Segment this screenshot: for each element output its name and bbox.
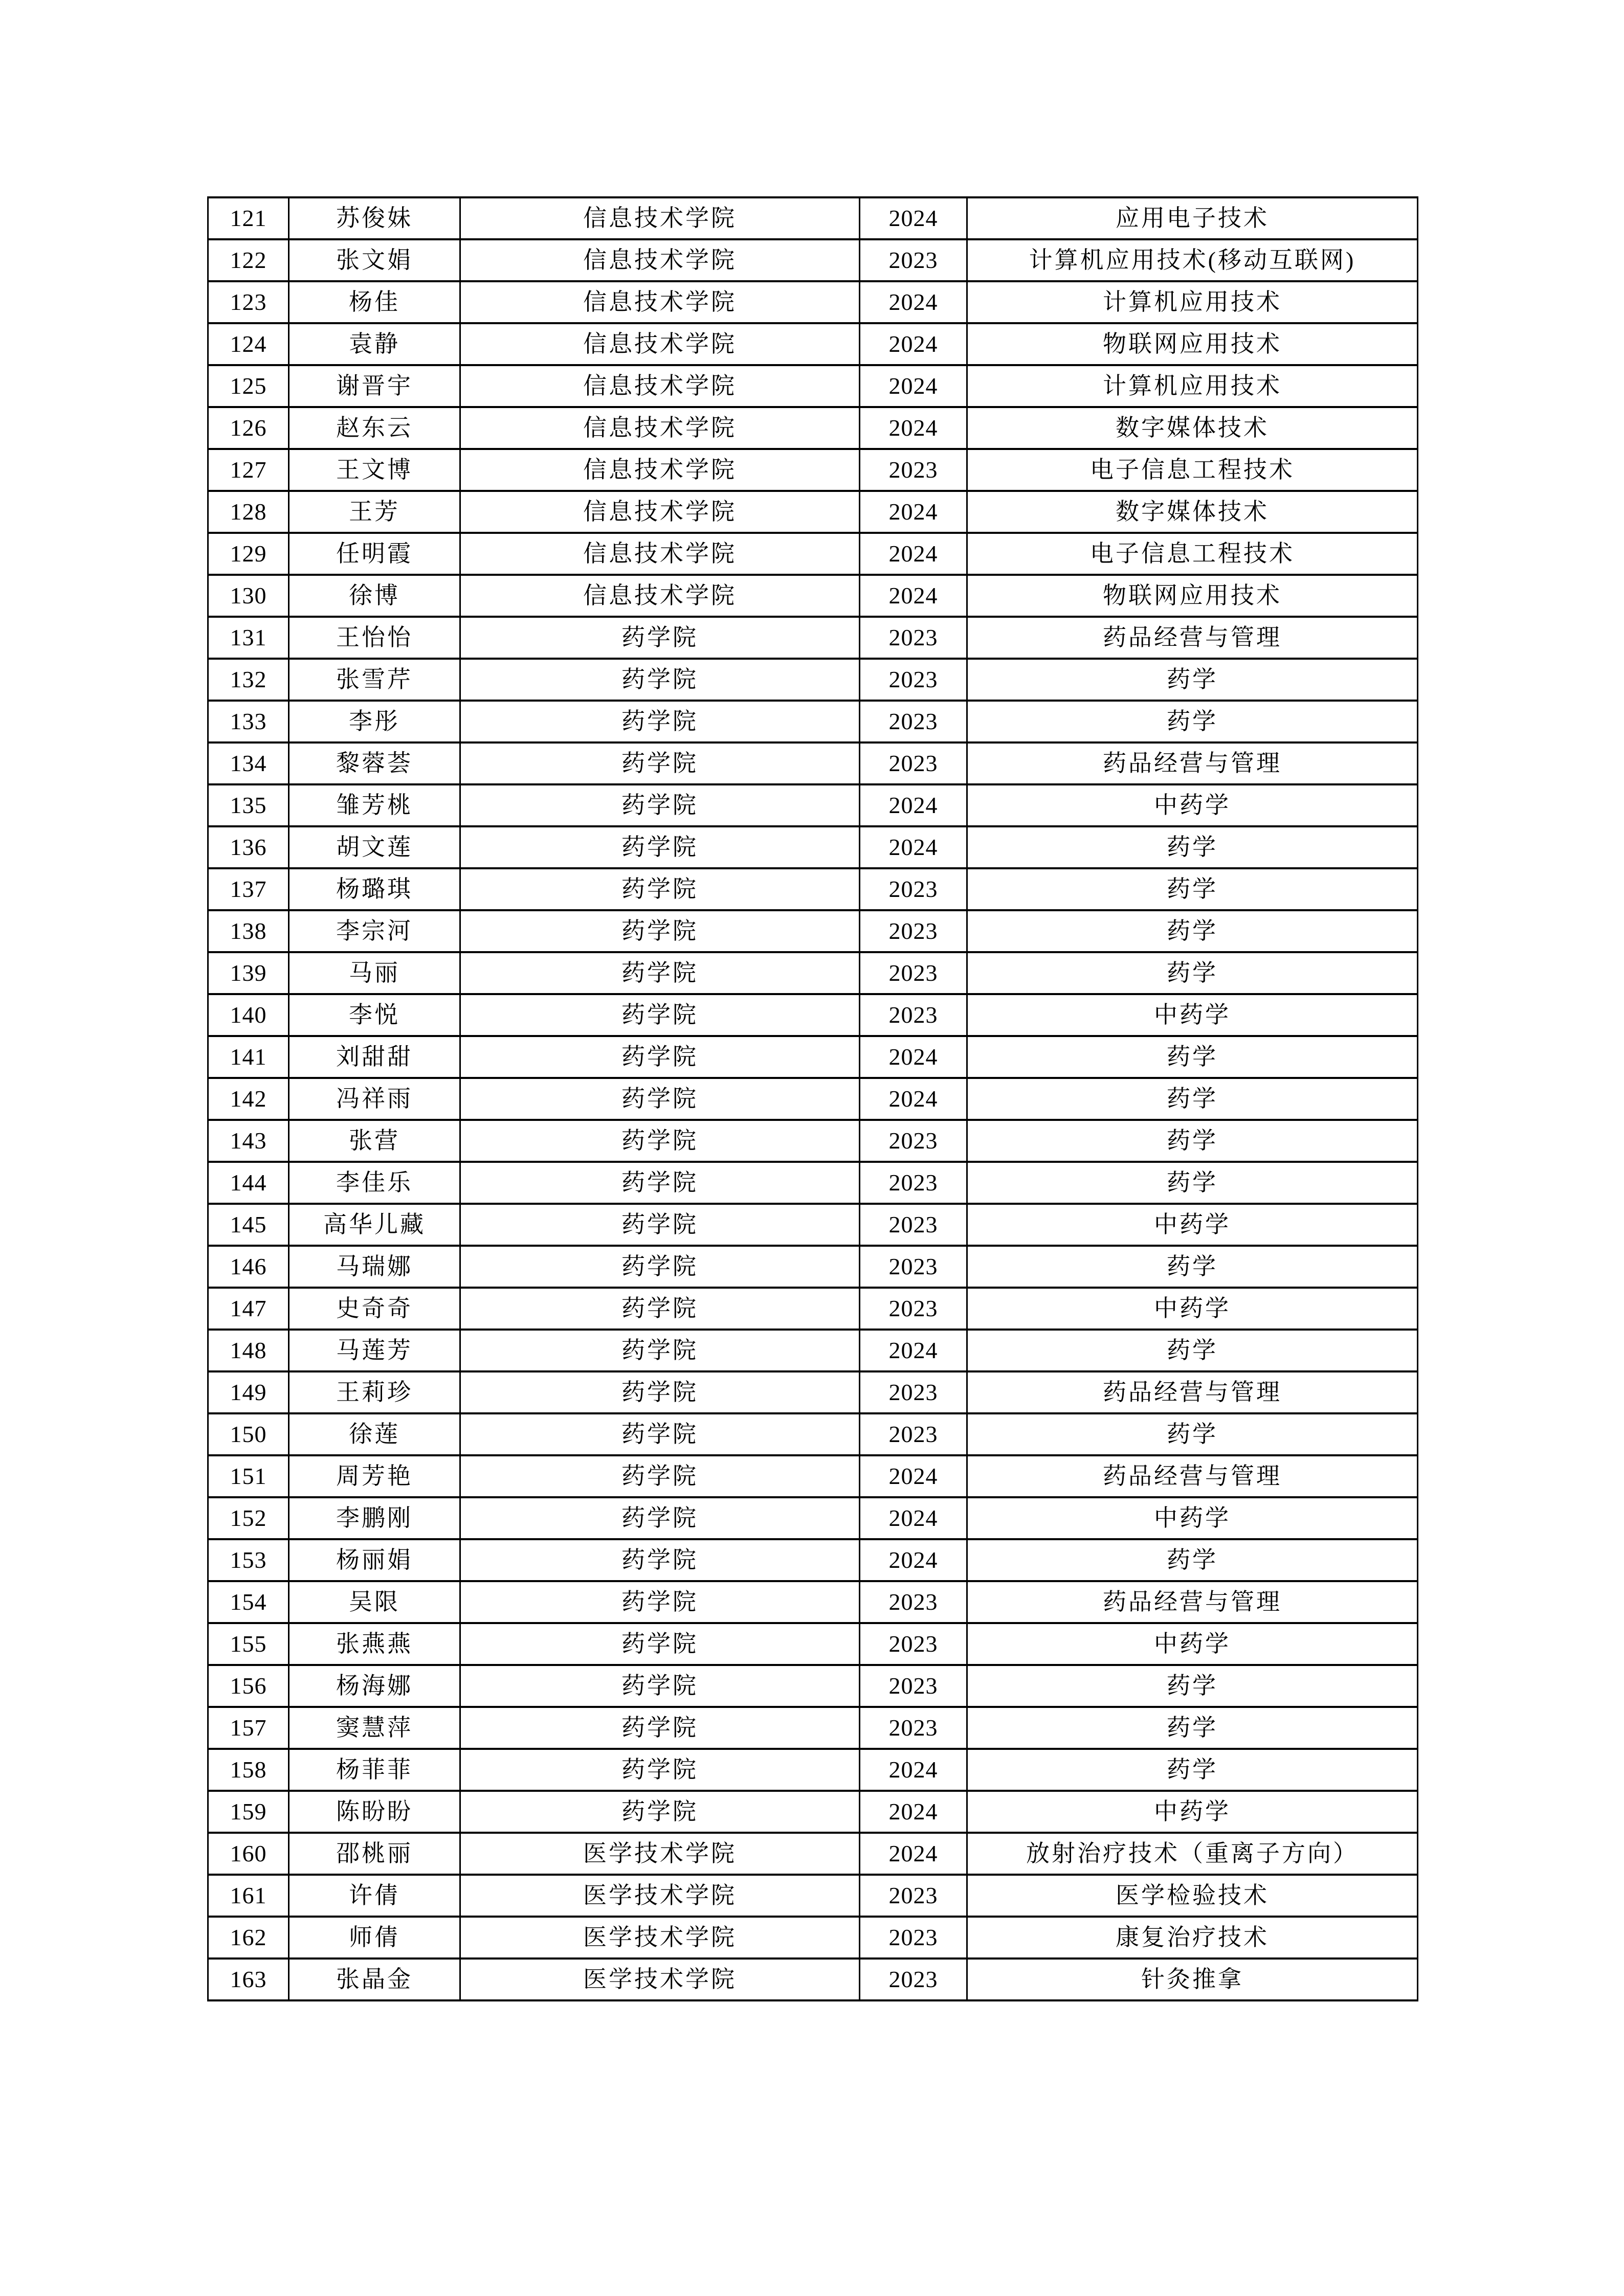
cell-number: 158	[208, 1749, 289, 1791]
cell-major: 药学	[967, 1162, 1418, 1204]
cell-college: 药学院	[460, 1120, 860, 1162]
cell-year: 2024	[860, 1833, 967, 1875]
cell-year: 2023	[860, 1204, 967, 1246]
cell-number: 147	[208, 1288, 289, 1330]
cell-name: 马莲芳	[289, 1330, 460, 1371]
cell-major: 药学	[967, 1078, 1418, 1120]
table-row	[208, 952, 1418, 994]
cell-college: 药学院	[460, 1665, 860, 1707]
cell-major: 应用电子技术	[967, 197, 1418, 239]
cell-year: 2024	[860, 575, 967, 617]
cell-year: 2023	[860, 742, 967, 784]
cell-number: 137	[208, 868, 289, 910]
cell-number: 139	[208, 952, 289, 994]
cell-name: 王莉珍	[289, 1371, 460, 1413]
cell-number: 153	[208, 1539, 289, 1581]
cell-college: 药学院	[460, 659, 860, 701]
cell-year: 2024	[860, 1078, 967, 1120]
cell-major: 中药学	[967, 1497, 1418, 1539]
cell-year: 2024	[860, 491, 967, 533]
cell-major: 电子信息工程技术	[967, 449, 1418, 491]
cell-college: 药学院	[460, 1749, 860, 1791]
cell-year: 2023	[860, 1623, 967, 1665]
table-row	[208, 1204, 1418, 1246]
cell-number: 144	[208, 1162, 289, 1204]
table-row	[208, 701, 1418, 742]
cell-major: 药学	[967, 1665, 1418, 1707]
cell-college: 信息技术学院	[460, 323, 860, 365]
cell-college: 药学院	[460, 868, 860, 910]
cell-number: 151	[208, 1455, 289, 1497]
table-row	[208, 1791, 1418, 1833]
cell-name: 周芳艳	[289, 1455, 460, 1497]
cell-major: 药品经营与管理	[967, 742, 1418, 784]
cell-college: 药学院	[460, 1246, 860, 1288]
cell-college: 药学院	[460, 784, 860, 826]
cell-year: 2023	[860, 868, 967, 910]
cell-year: 2023	[860, 1917, 967, 1959]
cell-name: 苏俊妹	[289, 197, 460, 239]
table-row	[208, 449, 1418, 491]
cell-major: 计算机应用技术(移动互联网)	[967, 239, 1418, 281]
table-row	[208, 1665, 1418, 1707]
cell-name: 高华儿藏	[289, 1204, 460, 1246]
cell-major: 药学	[967, 868, 1418, 910]
cell-name: 雏芳桃	[289, 784, 460, 826]
cell-name: 杨璐琪	[289, 868, 460, 910]
cell-number: 149	[208, 1371, 289, 1413]
cell-college: 信息技术学院	[460, 365, 860, 407]
table-row	[208, 1959, 1418, 2000]
cell-name: 史奇奇	[289, 1288, 460, 1330]
cell-year: 2023	[860, 1581, 967, 1623]
cell-college: 药学院	[460, 826, 860, 868]
cell-year: 2024	[860, 1455, 967, 1497]
cell-college: 药学院	[460, 1707, 860, 1749]
cell-name: 赵东云	[289, 407, 460, 449]
cell-year: 2024	[860, 281, 967, 323]
cell-number: 134	[208, 742, 289, 784]
cell-year: 2023	[860, 1875, 967, 1917]
cell-year: 2024	[860, 1036, 967, 1078]
cell-year: 2024	[860, 784, 967, 826]
cell-college: 药学院	[460, 1078, 860, 1120]
table-row	[208, 1917, 1418, 1959]
cell-number: 140	[208, 994, 289, 1036]
table-row	[208, 575, 1418, 617]
cell-year: 2024	[860, 1539, 967, 1581]
cell-year: 2023	[860, 1246, 967, 1288]
cell-number: 156	[208, 1665, 289, 1707]
cell-year: 2023	[860, 1413, 967, 1455]
cell-name: 陈盼盼	[289, 1791, 460, 1833]
cell-major: 中药学	[967, 1288, 1418, 1330]
cell-name: 冯祥雨	[289, 1078, 460, 1120]
table-row	[208, 1707, 1418, 1749]
cell-major: 计算机应用技术	[967, 281, 1418, 323]
cell-number: 122	[208, 239, 289, 281]
cell-year: 2023	[860, 449, 967, 491]
cell-number: 126	[208, 407, 289, 449]
cell-college: 信息技术学院	[460, 533, 860, 575]
cell-number: 128	[208, 491, 289, 533]
cell-college: 信息技术学院	[460, 575, 860, 617]
cell-name: 吴限	[289, 1581, 460, 1623]
cell-number: 121	[208, 197, 289, 239]
cell-number: 130	[208, 575, 289, 617]
cell-major: 康复治疗技术	[967, 1917, 1418, 1959]
cell-major: 针灸推拿	[967, 1959, 1418, 2000]
cell-major: 药学	[967, 826, 1418, 868]
cell-college: 信息技术学院	[460, 281, 860, 323]
table-row	[208, 533, 1418, 575]
cell-number: 150	[208, 1413, 289, 1455]
cell-major: 中药学	[967, 994, 1418, 1036]
cell-number: 133	[208, 701, 289, 742]
cell-major: 物联网应用技术	[967, 575, 1418, 617]
cell-name: 邵桃丽	[289, 1833, 460, 1875]
cell-year: 2024	[860, 533, 967, 575]
cell-name: 许倩	[289, 1875, 460, 1917]
cell-year: 2023	[860, 1371, 967, 1413]
cell-year: 2024	[860, 1330, 967, 1371]
table-row	[208, 1330, 1418, 1371]
cell-name: 张燕燕	[289, 1623, 460, 1665]
table-row	[208, 784, 1418, 826]
cell-number: 138	[208, 910, 289, 952]
cell-year: 2023	[860, 1959, 967, 2000]
cell-major: 计算机应用技术	[967, 365, 1418, 407]
cell-year: 2023	[860, 1707, 967, 1749]
cell-number: 141	[208, 1036, 289, 1078]
table-row	[208, 1288, 1418, 1330]
cell-name: 胡文莲	[289, 826, 460, 868]
cell-major: 药学	[967, 1120, 1418, 1162]
cell-name: 袁静	[289, 323, 460, 365]
cell-name: 杨海娜	[289, 1665, 460, 1707]
cell-college: 药学院	[460, 910, 860, 952]
cell-number: 160	[208, 1833, 289, 1875]
cell-year: 2024	[860, 323, 967, 365]
cell-number: 155	[208, 1623, 289, 1665]
cell-major: 药品经营与管理	[967, 1581, 1418, 1623]
cell-major: 药学	[967, 1539, 1418, 1581]
cell-name: 李鹏刚	[289, 1497, 460, 1539]
cell-name: 张文娟	[289, 239, 460, 281]
cell-major: 药学	[967, 1246, 1418, 1288]
cell-college: 信息技术学院	[460, 197, 860, 239]
cell-college: 药学院	[460, 952, 860, 994]
cell-name: 谢晋宇	[289, 365, 460, 407]
cell-name: 李佳乐	[289, 1162, 460, 1204]
cell-college: 信息技术学院	[460, 407, 860, 449]
cell-major: 药学	[967, 1413, 1418, 1455]
cell-college: 药学院	[460, 994, 860, 1036]
cell-number: 136	[208, 826, 289, 868]
cell-year: 2024	[860, 197, 967, 239]
cell-number: 135	[208, 784, 289, 826]
cell-year: 2024	[860, 1497, 967, 1539]
cell-name: 任明霞	[289, 533, 460, 575]
cell-year: 2023	[860, 239, 967, 281]
cell-number: 142	[208, 1078, 289, 1120]
cell-major: 药品经营与管理	[967, 1455, 1418, 1497]
cell-name: 张营	[289, 1120, 460, 1162]
cell-year: 2023	[860, 1162, 967, 1204]
cell-name: 李宗河	[289, 910, 460, 952]
cell-college: 药学院	[460, 1036, 860, 1078]
cell-major: 药学	[967, 659, 1418, 701]
table-row	[208, 1623, 1418, 1665]
cell-college: 药学院	[460, 742, 860, 784]
cell-year: 2023	[860, 701, 967, 742]
cell-name: 马丽	[289, 952, 460, 994]
table-row	[208, 1162, 1418, 1204]
cell-number: 132	[208, 659, 289, 701]
table-row	[208, 742, 1418, 784]
student-list-table	[207, 196, 1418, 2001]
cell-major: 中药学	[967, 1791, 1418, 1833]
cell-year: 2024	[860, 826, 967, 868]
table-row	[208, 1413, 1418, 1455]
cell-college: 信息技术学院	[460, 239, 860, 281]
cell-name: 杨佳	[289, 281, 460, 323]
cell-college: 医学技术学院	[460, 1917, 860, 1959]
cell-major: 药学	[967, 910, 1418, 952]
cell-number: 154	[208, 1581, 289, 1623]
cell-year: 2023	[860, 1120, 967, 1162]
cell-college: 药学院	[460, 1330, 860, 1371]
cell-college: 医学技术学院	[460, 1959, 860, 2000]
cell-number: 123	[208, 281, 289, 323]
cell-name: 王怡怡	[289, 617, 460, 659]
cell-year: 2023	[860, 1665, 967, 1707]
table-row	[208, 1120, 1418, 1162]
cell-major: 药学	[967, 1707, 1418, 1749]
table-row	[208, 323, 1418, 365]
cell-year: 2023	[860, 617, 967, 659]
table-row	[208, 1539, 1418, 1581]
table-row	[208, 1581, 1418, 1623]
cell-number: 152	[208, 1497, 289, 1539]
cell-number: 163	[208, 1959, 289, 2000]
cell-college: 药学院	[460, 1204, 860, 1246]
cell-major: 药学	[967, 1330, 1418, 1371]
cell-college: 药学院	[460, 1539, 860, 1581]
table-row	[208, 1078, 1418, 1120]
cell-college: 药学院	[460, 1371, 860, 1413]
cell-number: 127	[208, 449, 289, 491]
cell-number: 161	[208, 1875, 289, 1917]
cell-college: 药学院	[460, 617, 860, 659]
cell-year: 2024	[860, 1791, 967, 1833]
cell-name: 张雪芹	[289, 659, 460, 701]
cell-college: 药学院	[460, 1497, 860, 1539]
cell-major: 中药学	[967, 784, 1418, 826]
cell-name: 王文博	[289, 449, 460, 491]
cell-year: 2023	[860, 952, 967, 994]
cell-name: 马瑞娜	[289, 1246, 460, 1288]
table-row	[208, 617, 1418, 659]
cell-name: 窦慧萍	[289, 1707, 460, 1749]
cell-major: 药品经营与管理	[967, 617, 1418, 659]
cell-major: 电子信息工程技术	[967, 533, 1418, 575]
cell-number: 148	[208, 1330, 289, 1371]
cell-year: 2024	[860, 407, 967, 449]
cell-name: 师倩	[289, 1917, 460, 1959]
cell-major: 药学	[967, 1036, 1418, 1078]
cell-college: 药学院	[460, 1413, 860, 1455]
cell-year: 2023	[860, 1288, 967, 1330]
cell-major: 药学	[967, 1749, 1418, 1791]
cell-college: 医学技术学院	[460, 1875, 860, 1917]
table-row	[208, 1455, 1418, 1497]
cell-name: 杨菲菲	[289, 1749, 460, 1791]
cell-name: 王芳	[289, 491, 460, 533]
table-row	[208, 994, 1418, 1036]
cell-college: 药学院	[460, 1623, 860, 1665]
cell-major: 放射治疗技术（重离子方向）	[967, 1833, 1418, 1875]
table-row	[208, 910, 1418, 952]
cell-major: 物联网应用技术	[967, 323, 1418, 365]
cell-year: 2024	[860, 365, 967, 407]
cell-college: 信息技术学院	[460, 449, 860, 491]
cell-college: 医学技术学院	[460, 1833, 860, 1875]
cell-major: 数字媒体技术	[967, 407, 1418, 449]
table-row	[208, 197, 1418, 239]
table-row	[208, 407, 1418, 449]
cell-number: 124	[208, 323, 289, 365]
cell-year: 2023	[860, 659, 967, 701]
table-row	[208, 868, 1418, 910]
table-row	[208, 1875, 1418, 1917]
cell-college: 药学院	[460, 1162, 860, 1204]
cell-major: 药学	[967, 701, 1418, 742]
student-table-body	[208, 197, 1418, 2000]
table-row	[208, 1749, 1418, 1791]
cell-name: 李彤	[289, 701, 460, 742]
cell-major: 药学	[967, 952, 1418, 994]
cell-college: 药学院	[460, 1288, 860, 1330]
cell-year: 2024	[860, 1749, 967, 1791]
table-row	[208, 1497, 1418, 1539]
table-row	[208, 365, 1418, 407]
cell-major: 中药学	[967, 1623, 1418, 1665]
cell-name: 徐莲	[289, 1413, 460, 1455]
cell-number: 143	[208, 1120, 289, 1162]
cell-major: 中药学	[967, 1204, 1418, 1246]
cell-college: 信息技术学院	[460, 491, 860, 533]
cell-college: 药学院	[460, 1791, 860, 1833]
cell-name: 李悦	[289, 994, 460, 1036]
table-row	[208, 659, 1418, 701]
table-row	[208, 239, 1418, 281]
cell-name: 徐博	[289, 575, 460, 617]
cell-name: 张晶金	[289, 1959, 460, 2000]
table-row	[208, 491, 1418, 533]
cell-number: 159	[208, 1791, 289, 1833]
table-row	[208, 1833, 1418, 1875]
table-row	[208, 1036, 1418, 1078]
cell-major: 医学检验技术	[967, 1875, 1418, 1917]
table-row	[208, 1371, 1418, 1413]
cell-number: 146	[208, 1246, 289, 1288]
cell-number: 145	[208, 1204, 289, 1246]
cell-college: 药学院	[460, 701, 860, 742]
table-row	[208, 826, 1418, 868]
cell-name: 杨丽娟	[289, 1539, 460, 1581]
cell-year: 2023	[860, 994, 967, 1036]
cell-number: 162	[208, 1917, 289, 1959]
cell-college: 药学院	[460, 1581, 860, 1623]
cell-name: 刘甜甜	[289, 1036, 460, 1078]
cell-major: 药品经营与管理	[967, 1371, 1418, 1413]
cell-college: 药学院	[460, 1455, 860, 1497]
table-row	[208, 281, 1418, 323]
cell-number: 157	[208, 1707, 289, 1749]
cell-name: 黎蓉荟	[289, 742, 460, 784]
cell-major: 数字媒体技术	[967, 491, 1418, 533]
table-row	[208, 1246, 1418, 1288]
cell-number: 129	[208, 533, 289, 575]
cell-year: 2023	[860, 910, 967, 952]
cell-number: 125	[208, 365, 289, 407]
cell-number: 131	[208, 617, 289, 659]
